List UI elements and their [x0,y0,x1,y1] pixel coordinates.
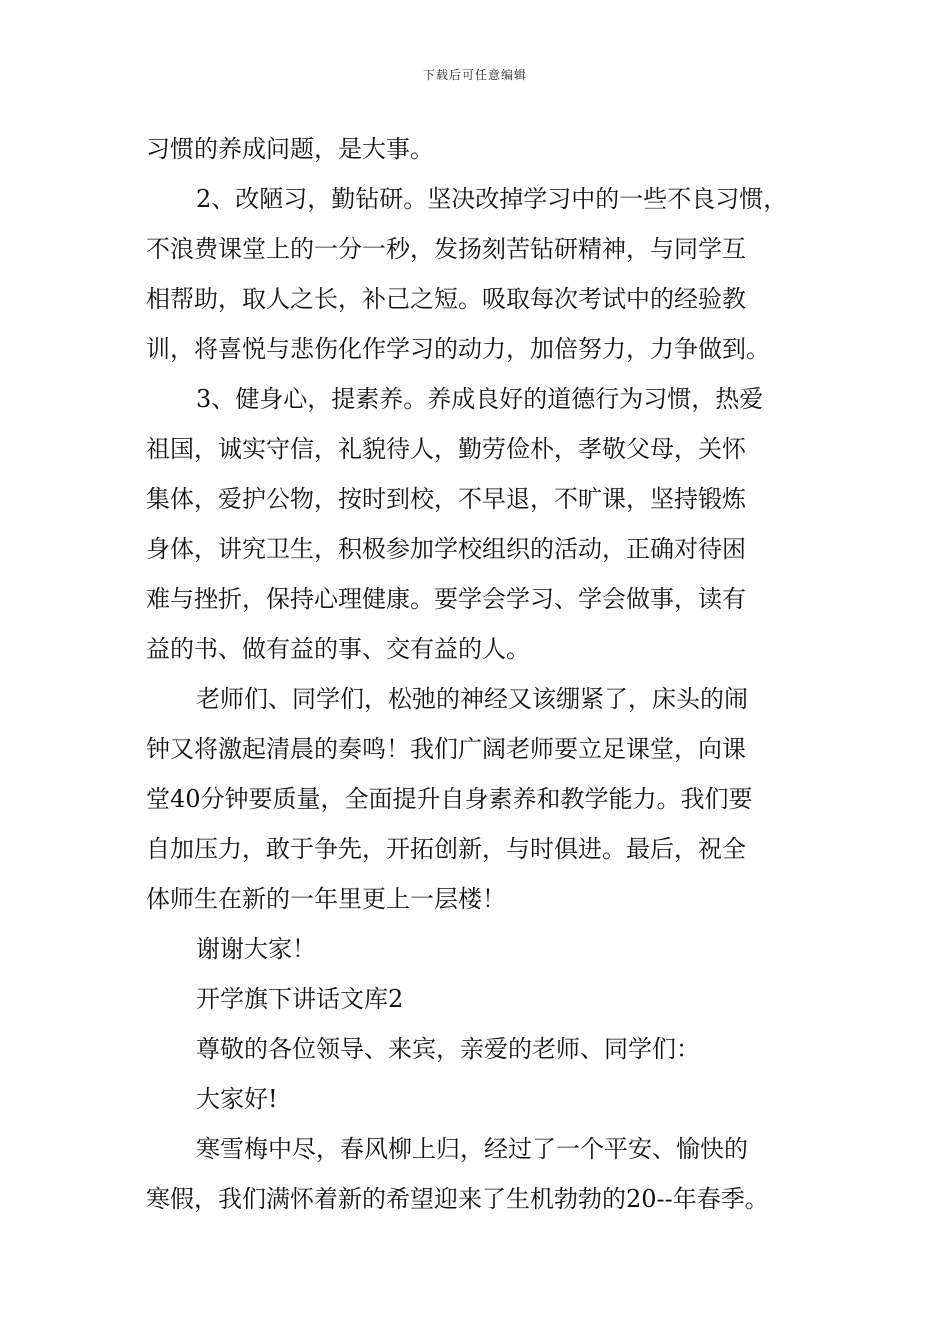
text-line: 寒假，我们满怀着新的希望迎来了生机勃勃的20--年春季。 [146,1185,769,1213]
text-line: 老师们、同学们，松弛的神经又该绷紧了，床头的闹 [196,685,748,713]
text-line: 堂40分钟要质量，全面提升自身素养和教学能力。我们要 [146,785,753,813]
text-line: 集体，爱护公物，按时到校，不早退，不旷课，坚持锻炼 [146,485,746,513]
text-line: 体师生在新的一年里更上一层楼！ [146,885,506,913]
text-line: 习惯的养成问题，是大事。 [146,135,434,163]
text-line: 训，将喜悦与悲伤化作学习的动力，加倍努力，力争做到。 [146,335,770,363]
text-line: 自加压力，敢于争先，开拓创新，与时俱进。最后，祝全 [146,835,746,863]
text-line: 祖国，诚实守信，礼貌待人，勤劳俭朴，孝敬父母，关怀 [146,435,746,463]
salutation: 尊敬的各位领导、来宾，亲爱的老师、同学们： [196,1035,700,1063]
text-line: 相帮助，取人之长，补己之短。吸取每次考试中的经验教 [146,285,746,313]
text-line: 身体，讲究卫生，积极参加学校组织的活动，正确对待困 [146,535,746,563]
page-header: 下载后可任意编辑 [422,68,527,82]
greeting: 大家好! [196,1085,278,1113]
document-body [146,124,836,1224]
text-line: 难与挫折，保持心理健康。要学会学习、学会做事，读有 [146,585,746,613]
text-line: 不浪费课堂上的一分一秒，发扬刻苦钻研精神，与同学互 [146,235,746,263]
text-line: 益的书、做有益的事、交有益的人。 [146,635,530,663]
text-line: 寒雪梅中尽，春风柳上归，经过了一个平安、愉快的 [196,1135,748,1163]
text-line: 2、改陋习，勤钻研。坚决改掉学习中的一些不良习惯， [196,185,788,213]
text-line: 谢谢大家！ [196,935,316,963]
text-line: 钟又将激起清晨的奏鸣！我们广阔老师要立足课堂，向课 [146,735,746,763]
section-title: 开学旗下讲话文库2 [196,985,404,1013]
text-line: 3、健身心，提素养。养成良好的道德行为习惯，热爱 [196,385,764,413]
